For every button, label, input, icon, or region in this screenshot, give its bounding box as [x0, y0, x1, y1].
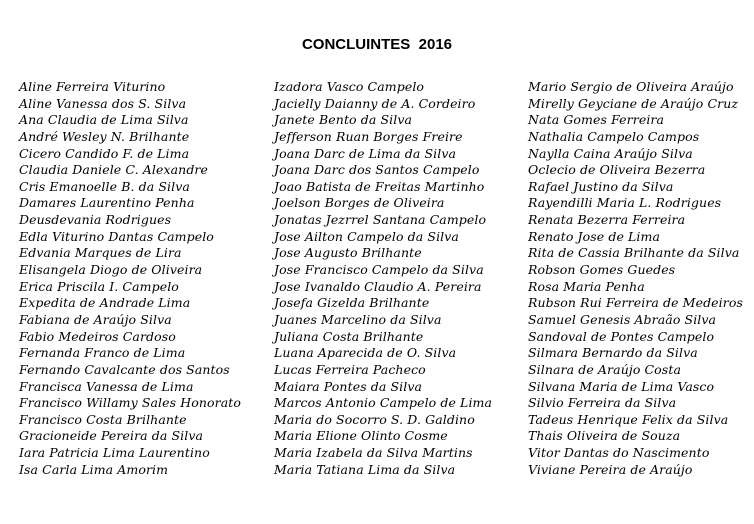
names-column-2: [274, 79, 492, 478]
graduate-name: Jose Francisco Campelo da Silva: [274, 262, 484, 278]
graduate-name: Cicero Candido F. de Lima: [19, 145, 190, 161]
graduate-name: Tadeus Henrique Felix da Silva: [528, 411, 729, 427]
graduate-name: Expedita de Andrade Lima: [19, 295, 191, 311]
graduate-name: Gracioneide Pereira da Silva: [19, 428, 204, 444]
graduate-name: Renato Jose de Lima: [528, 228, 661, 244]
graduate-name: Thais Oliveira de Souza: [528, 428, 681, 444]
graduate-name: Fabio Medeiros Cardoso: [19, 328, 176, 344]
graduate-name: Aline Vanessa dos S. Silva: [19, 95, 187, 111]
graduate-name: Oclecio de Oliveira Bezerra: [528, 162, 706, 178]
graduate-name: Jonatas Jezrrel Santana Campelo: [274, 212, 487, 228]
graduate-name: Juliana Costa Brilhante: [274, 328, 424, 344]
graduate-name: André Wesley N. Brilhante: [19, 128, 190, 144]
graduate-name: Mirelly Geyciane de Araújo Cruz: [528, 95, 739, 111]
graduate-name: Iara Patricia Lima Laurentino: [19, 445, 210, 461]
graduate-name: Isa Carla Lima Amorim: [19, 461, 169, 477]
graduate-name: Naylla Caina Araújo Silva: [528, 145, 693, 161]
graduate-name: Maiara Pontes da Silva: [274, 378, 423, 394]
graduate-name: Luana Aparecida de O. Silva: [274, 345, 457, 361]
graduate-name: Joao Batista de Freitas Martinho: [274, 178, 485, 194]
graduate-name: Edla Viturino Dantas Campelo: [19, 228, 214, 244]
graduate-name: Jose Augusto Brilhante: [274, 245, 422, 261]
graduate-name: Maria do Socorro S. D. Galdino: [274, 411, 475, 427]
graduate-name: Rosa Maria Penha: [528, 278, 645, 294]
graduate-name: Joelson Borges de Oliveira: [274, 195, 445, 211]
graduate-name: Claudia Daniele C. Alexandre: [19, 162, 208, 178]
graduate-name: Joana Darc dos Santos Campelo: [274, 162, 480, 178]
graduate-name: Renata Bezerra Ferreira: [528, 212, 686, 228]
graduate-name: Deusdevania Rodrigues: [19, 212, 172, 228]
graduate-name: Robson Gomes Guedes: [528, 262, 676, 278]
graduate-name: Maria Izabela da Silva Martins: [274, 445, 473, 461]
graduate-name: Viviane Pereira de Araújo: [528, 461, 693, 477]
graduate-name: Maria Elione Olinto Cosme: [274, 428, 448, 444]
graduate-name: Nata Gomes Ferreira: [528, 112, 665, 128]
names-column-3: [528, 79, 743, 478]
graduate-name: Rayendilli Maria L. Rodrigues: [528, 195, 722, 211]
graduate-name: Silmara Bernardo da Silva: [528, 345, 698, 361]
graduate-name: Francisco Willamy Sales Honorato: [19, 395, 242, 411]
graduate-name: Maria Tatiana Lima da Silva: [274, 461, 456, 477]
graduate-name: Juanes Marcelino da Silva: [274, 311, 442, 327]
graduate-name: Aline Ferreira Viturino: [19, 79, 166, 94]
graduate-name: Sandoval de Pontes Campelo: [528, 328, 715, 344]
graduate-name: Silvio Ferreira da Silva: [528, 395, 677, 411]
graduate-name: Damares Laurentino Penha: [19, 195, 195, 211]
graduate-name: Edvania Marques de Lira: [19, 245, 182, 261]
graduate-name: Rafael Justino da Silva: [528, 178, 674, 194]
graduate-name: Nathalia Campelo Campos: [528, 128, 700, 144]
graduate-name: Jacielly Daianny de A. Cordeiro: [274, 95, 476, 111]
graduate-name: Jose Ailton Campelo da Silva: [274, 228, 459, 244]
graduate-name: Jefferson Ruan Borges Freire: [274, 128, 463, 144]
graduate-name: Silvana Maria de Lima Vasco: [528, 378, 715, 394]
graduate-name: Marcos Antonio Campelo de Lima: [274, 395, 493, 411]
graduate-name: Silnara de Araújo Costa: [528, 361, 681, 377]
graduate-name: Fabiana de Araújo Silva: [19, 311, 172, 327]
graduate-name: Vitor Dantas do Nascimento: [528, 445, 710, 461]
graduate-name: Joana Darc de Lima da Silva: [274, 145, 457, 161]
graduate-name: Francisco Costa Brilhante: [19, 411, 187, 427]
graduate-name: Francisca Vanessa de Lima: [19, 378, 194, 394]
names-column-1: [19, 79, 241, 478]
graduate-name: Fernanda Franco de Lima: [19, 345, 186, 361]
graduate-name: Josefa Gizelda Brilhante: [274, 295, 430, 311]
graduate-name: Jose Ivanaldo Claudio A. Pereira: [274, 278, 482, 294]
graduate-name: Mario Sergio de Oliveira Araújo: [528, 79, 734, 94]
graduate-name: Elisangela Diogo de Oliveira: [19, 262, 203, 278]
graduate-name: Izadora Vasco Campelo: [274, 79, 425, 94]
graduate-name: Rubson Rui Ferreira de Medeiros: [528, 295, 743, 311]
graduate-name: Janete Bento da Silva: [274, 112, 413, 128]
page-title: CONCLUINTES 2016: [301, 36, 453, 53]
graduate-name: Fernando Cavalcante dos Santos: [19, 361, 230, 377]
graduate-name: Ana Claudia de Lima Silva: [19, 112, 189, 128]
graduate-name: Samuel Genesis Abraão Silva: [528, 311, 717, 327]
graduate-name: Rita de Cassia Brilhante da Silva: [528, 245, 740, 261]
graduate-name: Erica Priscila I. Campelo: [19, 278, 179, 294]
graduate-name: Cris Emanoelle B. da Silva: [19, 178, 190, 194]
graduate-name: Lucas Ferreira Pacheco: [274, 361, 426, 377]
